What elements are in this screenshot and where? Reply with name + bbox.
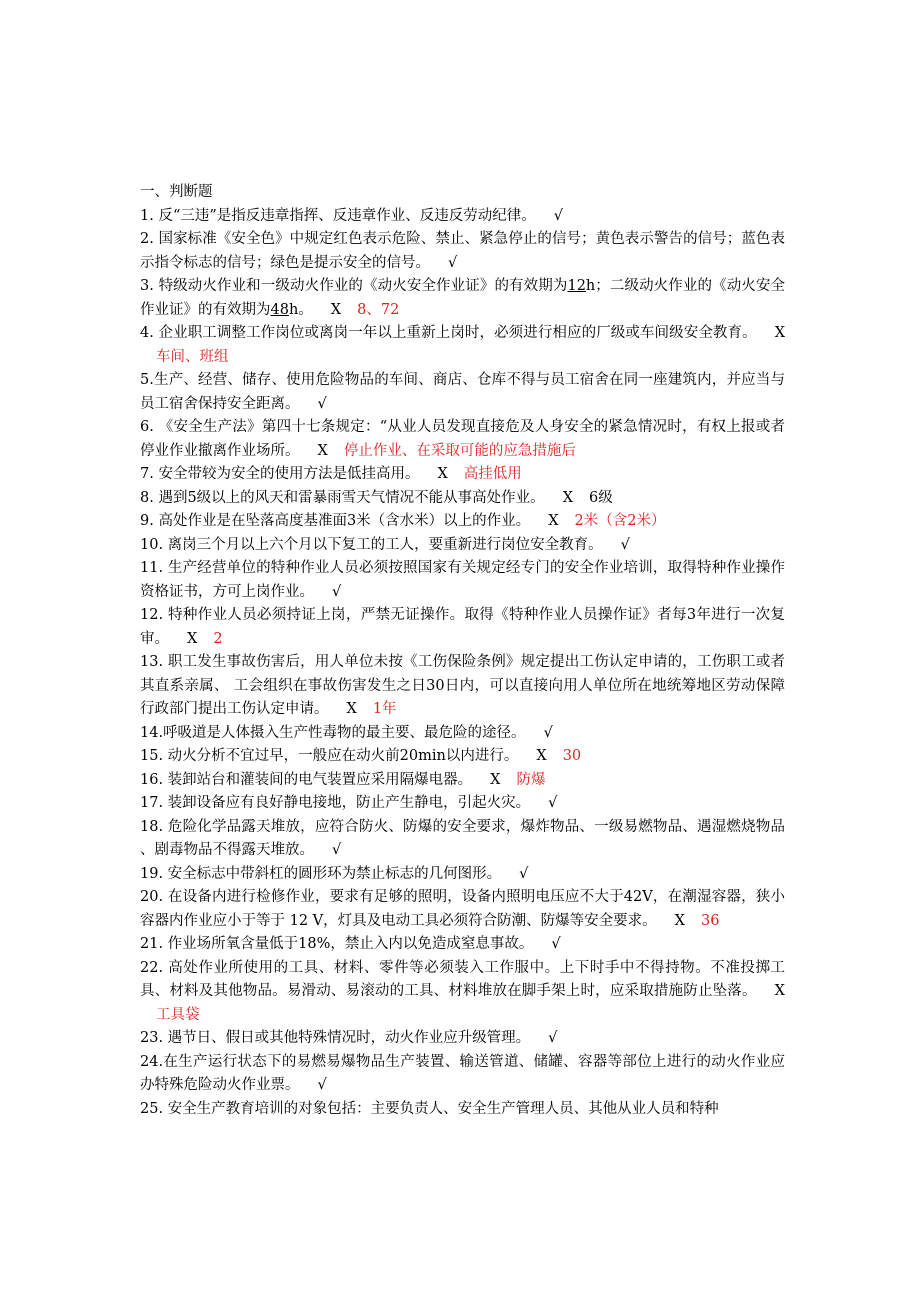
correction-text: 8、72	[357, 301, 400, 318]
question-text: 遇节日、假日或其他特殊情况时，动火作业应升级管理。	[167, 1030, 531, 1046]
question-22	[140, 957, 785, 1028]
answer-mark: X	[187, 630, 198, 647]
question-number: 17.	[140, 795, 164, 811]
question-number: 16.	[140, 771, 164, 788]
correction-text: 2米（含2米）	[574, 513, 666, 529]
answer-mark: √	[448, 254, 458, 271]
answer-mark: √	[620, 536, 630, 553]
answer-mark: √	[551, 936, 561, 952]
question-1	[140, 205, 785, 229]
answer-mark: √	[548, 795, 558, 811]
answer-mark: X	[346, 701, 357, 717]
question-number: 3.	[140, 278, 154, 294]
question-text-a: 特级动火作业和一级动火作业的《动火安全作业证》的有效期为	[158, 278, 568, 294]
question-text: 呼吸道是人体摄入生产性毒物的最主要、最危险的途径。	[163, 724, 526, 741]
question-23	[140, 1027, 785, 1051]
question-number: 11.	[140, 560, 164, 576]
question-text: 安全带较为安全的使用方法是低挂高用。	[158, 466, 420, 482]
underlined-value: 12	[567, 278, 586, 294]
question-number: 5.	[140, 372, 154, 388]
correction-text: 6级	[589, 489, 613, 506]
question-24	[140, 1051, 785, 1098]
answer-mark: X	[437, 466, 448, 482]
question-text: 作业场所氧含量低于18%，禁止入内以免造成窒息事故。	[167, 936, 534, 952]
question-text: 遇到5级以上的风天和雷暴雨雪天气情况不能从事高处作业。	[158, 489, 545, 506]
question-text: 装卸站台和灌装间的电气装置应采用隔爆电器。	[167, 771, 473, 788]
question-text: 离岗三个月以上六个月以下复工的工人，要重新进行岗位安全教育。	[167, 536, 603, 553]
question-text: 生产经营单位的特种作业人员必须按照国家有关规定经专门的安全作业培训，取得特种作业操作资格证书，方可上岗作业。	[140, 560, 786, 600]
question-text-b: h；二级动火作业的《动火安全作业证》的有效期为	[140, 278, 786, 318]
question-5	[140, 369, 785, 416]
correction-text: 防爆	[516, 771, 546, 788]
answer-mark: √	[553, 207, 564, 224]
answer-mark: X	[774, 983, 785, 999]
question-number: 25.	[140, 1100, 164, 1117]
question-14	[140, 722, 785, 746]
question-text: 《安全生产法》第四十七条规定：“从业人员发现直接危及人身安全的紧急情况时，有权上报或者停业作业撤离作业场所。	[140, 419, 786, 459]
correction-text: 车间、班组	[156, 348, 229, 365]
question-number: 24.	[140, 1053, 164, 1070]
answer-mark: X	[548, 513, 559, 529]
question-number: 9.	[140, 513, 154, 529]
question-number: 23.	[140, 1030, 164, 1046]
correction-text: 30	[562, 748, 582, 764]
question-text: 高处作业所使用的工具、材料、零件等必须装入工作服中。上下时手中不得持物。不准投掷工具、材料及其他物品。易滑动、易滚动的工具、材料堆放在脚手架上时，应采取措施防止坠落。	[140, 959, 786, 999]
question-text: 在生产运行状态下的易燃易爆物品生产装置、输送管道、储罐、容器等部位上进行的动火作业应办特殊危险动火作业票。	[140, 1053, 785, 1093]
question-text: 安全标志中带斜杠的圆形环为禁止标志的几何图形。	[167, 865, 502, 882]
question-number: 15.	[140, 748, 164, 764]
answer-mark: √	[317, 395, 327, 412]
answer-mark: √	[332, 842, 342, 858]
answer-mark: X	[562, 489, 574, 506]
question-16	[140, 769, 785, 793]
question-number: 22.	[140, 959, 164, 976]
question-text: 动火分析不宜过早，一般应在动火前20min以内进行。	[167, 748, 519, 764]
question-number: 8.	[140, 489, 154, 506]
question-number: 7.	[140, 466, 154, 482]
answer-mark: X	[490, 771, 501, 788]
question-number: 18.	[140, 818, 164, 835]
question-number: 19.	[140, 865, 164, 882]
document-body	[140, 181, 785, 1121]
question-4	[140, 322, 785, 369]
question-number: 13.	[140, 654, 164, 670]
correction-text: 1年	[372, 701, 397, 717]
question-8	[140, 487, 785, 511]
question-text-c: h。	[288, 301, 313, 318]
underlined-value: 48	[270, 301, 289, 318]
question-text: 危险化学品露天堆放，应符合防火、防爆的安全要求，爆炸物品、一级易燃物品、遇湿燃烧物品 、剧毒物品不得露天堆放。	[140, 818, 786, 858]
question-6	[140, 416, 785, 463]
answer-mark: X	[330, 301, 342, 318]
question-text: 职工发生事故伤害后，用人单位未按《工伤保险条例》规定提出工伤认定申请的，工伤职工或者其直系亲属、 工会组织在事故伤害发生之日30日内，可以直接向用人单位所在地统筹地区劳动保障行政部门提出工伤认定申请。	[140, 654, 786, 717]
answer-mark: X	[674, 912, 685, 929]
correction-text: 停止作业、在采取可能的应急措施后	[343, 442, 576, 459]
question-10	[140, 534, 785, 558]
answer-mark: X	[536, 748, 547, 764]
question-21	[140, 933, 785, 957]
correction-text: 2	[213, 630, 223, 647]
answer-mark: √	[317, 1077, 327, 1093]
question-9	[140, 510, 785, 534]
question-13	[140, 651, 785, 722]
answer-mark: X	[317, 442, 328, 459]
question-text: 在设备内进行检修作业，要求有足够的照明，设备内照明电压应不大于42V，在潮湿容器，狭小容器内作业应小于等于 12 V，灯具及电动工具必须符合防潮、防爆等安全要求。	[140, 889, 786, 929]
question-number: 10.	[140, 536, 164, 553]
answer-mark: √	[332, 583, 342, 600]
question-25	[140, 1098, 785, 1122]
correction-text: 高挂低用	[463, 466, 522, 482]
question-text: 企业职工调整工作岗位或离岗一年以上重新上岗时，必须进行相应的厂级或车间级安全教育。	[158, 325, 757, 341]
question-number: 2.	[140, 231, 154, 247]
question-text: 装卸设备应有良好静电接地，防止产生静电，引起火灾。	[167, 795, 531, 811]
question-number: 14.	[140, 724, 164, 741]
answer-mark: X	[774, 325, 786, 341]
question-number: 21.	[140, 936, 164, 952]
question-19	[140, 863, 785, 887]
question-15	[140, 745, 785, 769]
question-3	[140, 275, 785, 322]
question-number: 6.	[140, 419, 154, 435]
question-number: 20.	[140, 889, 164, 905]
question-11	[140, 557, 785, 604]
answer-mark: √	[519, 865, 529, 882]
question-text: 国家标准《安全色》中规定红色表示危险、禁止、紧急停止的信号；黄色表示警告的信号；蓝色表示指令标志的信号；绿色是提示安全的信号。	[140, 231, 786, 271]
question-text: 安全生产教育培训的对象包括：主要负责人、安全生产管理人员、其他从业人员和特种	[167, 1100, 719, 1117]
section-title: 一、判断题	[140, 184, 213, 200]
correction-text: 36	[700, 912, 720, 929]
question-number: 4.	[140, 325, 154, 341]
question-2	[140, 228, 785, 275]
question-text: 生产、经营、储存、使用危险物品的车间、商店、仓库不得与员工宿舍在同一座建筑内，并应当与员工宿舍保持安全距离。	[140, 372, 785, 412]
question-12	[140, 604, 785, 651]
question-text: 特种作业人员必须持证上岗，严禁无证操作。取得《特种作业人员操作证》者每3年进行一次复审。	[140, 607, 785, 647]
question-text: 反“三违”是指反违章指挥、反违章作业、反违反劳动纪律。	[158, 207, 536, 224]
question-20	[140, 886, 785, 933]
question-text: 高处作业是在坠落高度基准面3米（含水米）以上的作业。	[158, 513, 531, 529]
question-7	[140, 463, 785, 487]
question-number: 1.	[140, 207, 154, 224]
answer-mark: √	[548, 1030, 558, 1046]
question-17	[140, 792, 785, 816]
correction-text: 工具袋	[156, 1006, 200, 1023]
answer-mark: √	[543, 724, 553, 741]
question-18	[140, 816, 785, 863]
question-number: 12.	[140, 607, 164, 623]
